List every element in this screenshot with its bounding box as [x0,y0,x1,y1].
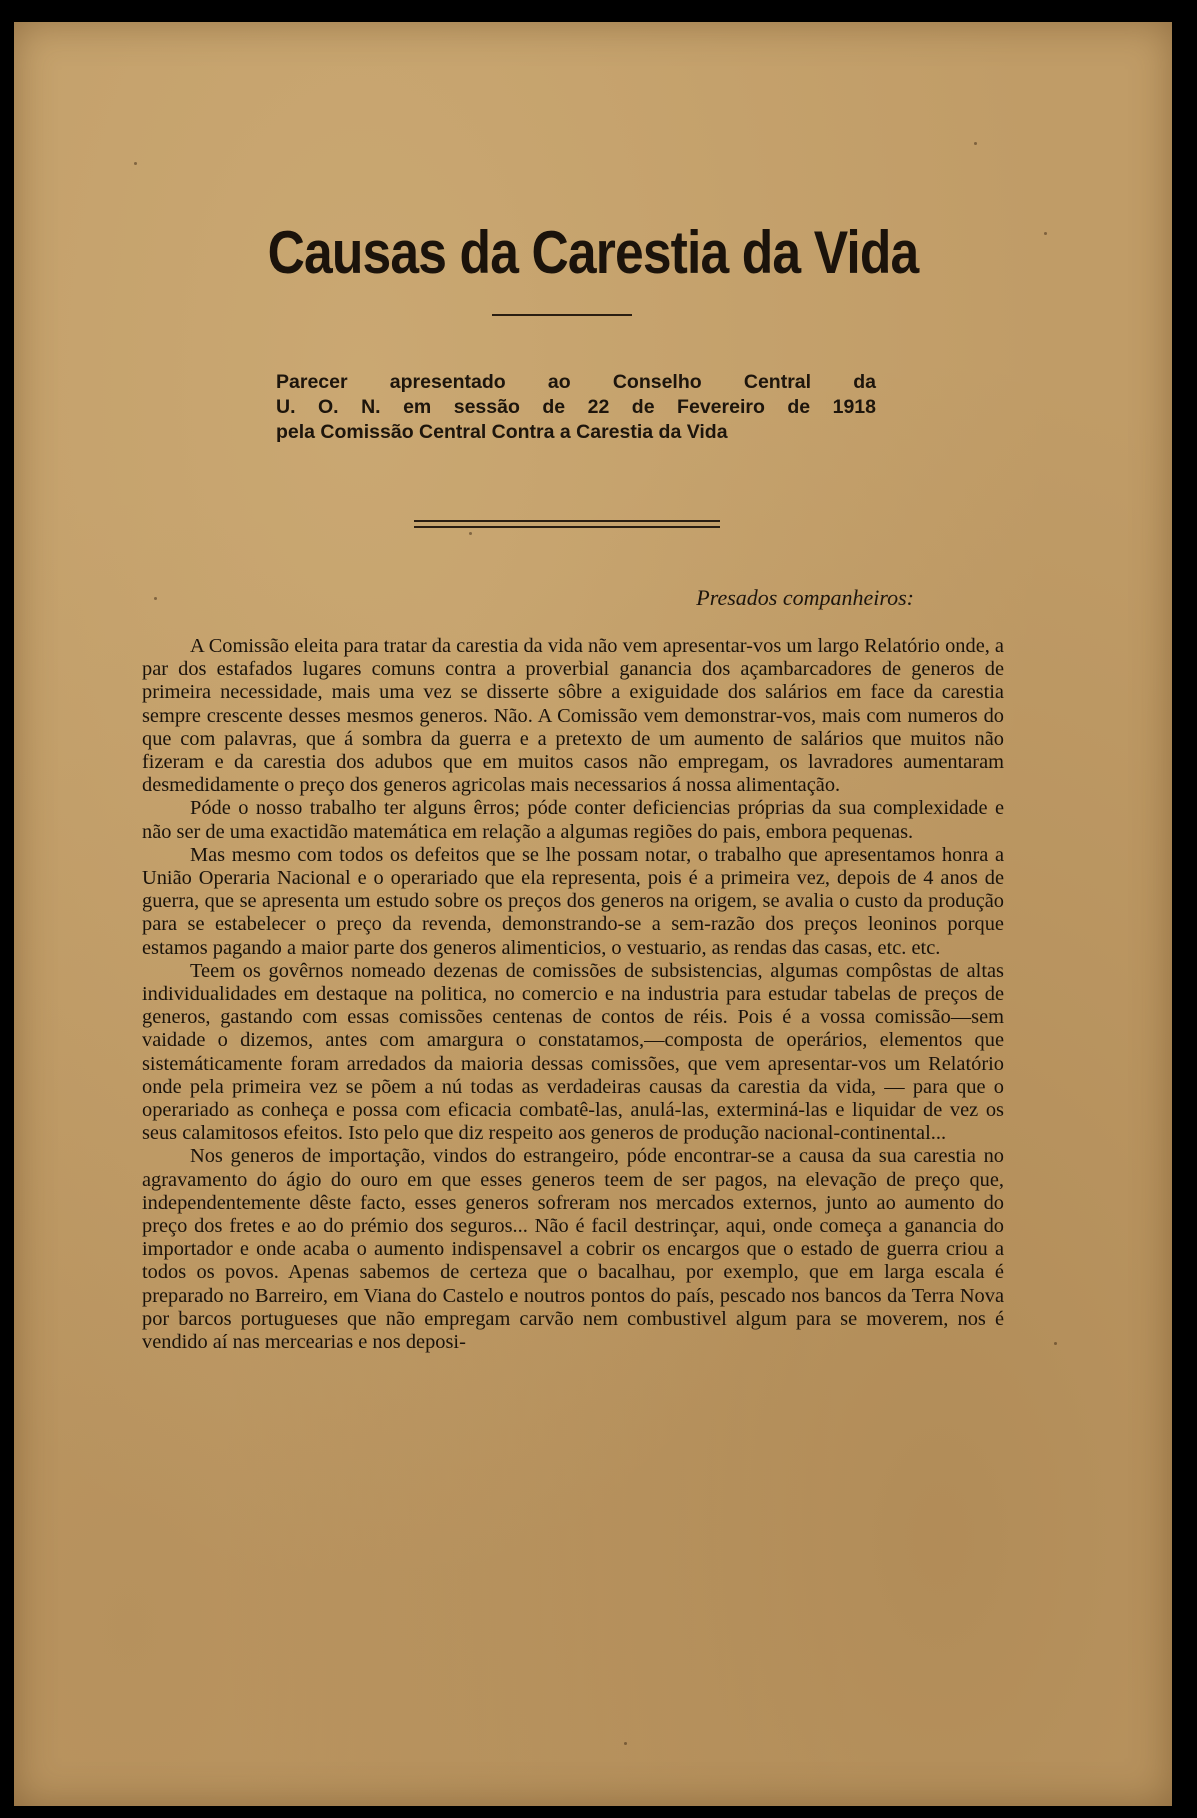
body-paragraph: A Comissão eleita para tratar da carestia da vida não vem apresentar-vos um largo Relatório onde, a par dos estafados lugares comuns contra a proverbial ganancia dos açambarcadores de generos de primeira necessidade, mais uma vez se disserte sôbre a exiguidade dos salários em face da carestia sempre crescente desses mesmos generos. Não. A Comissão vem demonstrar-vos, mais com numeros do que com palavras, que á sombra da guerra e a pretexto de um aumento de salários que muitos não fizeram e da carestia dos adubos que em muitos casos não empregam, os lavradores aumentaram desmedidamente o preço dos generos agricolas mais necessarios á nossa alimentação. [142,635,1004,797]
document-title: Causas da Carestia da Vida [267,219,919,286]
body-paragraph: Teem os govêrnos nomeado dezenas de comissões de subsistencias, algumas compôstas de altas individualidades em destaque na politica, no comercio e na industria para estudar tabelas de preços de generos, gastando com essas comissões centenas de contos de réis. Pois é a vossa comissão—sem vaidade o dizemos, antes com amargura o constatamos,—composta de operários, elementos que sistemáticamente foram arredados da maioria dessas comissões, que vem apresentar-vos um Relatório onde pela primeira vez se põem a nú todas as verdadeiras causas da carestia da vida, — para que o operariado as conheça e possa com eficacia combatê-las, anulá-las, exterminá-las e liquidar de vez os seus calamitosos efeitos. Isto pelo que diz respeito aos generos de produção nacional-continental... [142,959,1004,1145]
body-paragraph: Mas mesmo com todos os defeitos que se lhe possam notar, o trabalho que apresentamos honra a União Operaria Nacional e o operariado que ela representa, pois é a primeira vez, depois de 4 anos de guerra, que se apresenta um estudo sobre os preços dos generos na origem, se avalia o custo da produção para se estabelecer o preço da revenda, demonstrando-se a sem-razão dos preços leoninos porque estamos pagando a maior parte dos generos alimenticios, o vestuario, as rendas das casas, etc. etc. [142,843,1004,959]
document-body [142,635,1004,1354]
subtitle-line: U. O. N. em sessão de 22 de Fevereiro de 1918 [276,396,876,418]
subtitle-line: Parecer apresentado ao Conselho Central da [276,371,876,393]
salutation: Presados companheiros: [696,585,914,610]
title-divider [492,314,632,316]
document-subtitle [276,370,876,445]
document-page [14,22,1172,1806]
double-divider [414,520,720,528]
body-paragraph: Póde o nosso trabalho ter alguns êrros; póde conter deficiencias próprias da sua complexidade e não ser de uma exactidão matemática em relação a algumas regiões do pais, embora pequenas. [142,797,1004,843]
body-paragraph: Nos generos de importação, vindos do estrangeiro, póde encontrar-se a causa da sua carestia no agravamento do ágio do ouro em que esses generos teem de ser pagos, na elevação de preço que, independentemente dêste facto, esses generos sofreram nos mercados externos, junto ao aumento do preço dos fretes e ao do prémio dos seguros... Não é facil destrinçar, aqui, onde começa a ganancia do importador e onde acaba o aumento indispensavel a cobrir os encargos que o estado de guerra criou a todos os povos. Apenas sabemos de certeza que o bacalhau, por exemplo, que em larga escala é preparado no Barreiro, em Viana do Castelo e noutros pontos do país, pescado nos bancos da Terra Nova por barcos portugueses que não empregam carvão nem combustivel algum para se moverem, nos é vendido aí nas mercearias e nos deposi- [142,1145,1004,1354]
subtitle-line: pela Comissão Central Contra a Carestia da Vida [276,421,728,443]
